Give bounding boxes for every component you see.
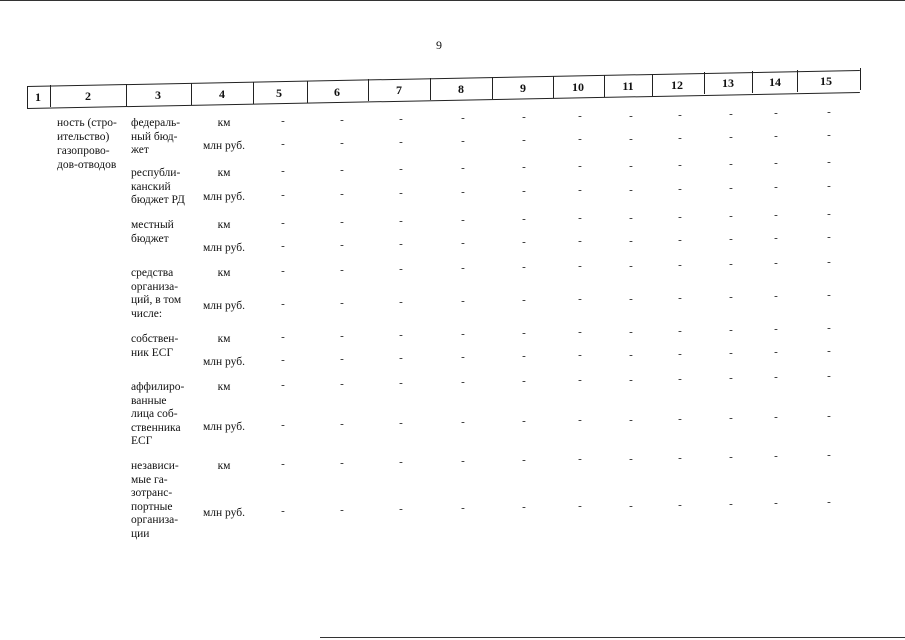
funding-source-label: собствен- bbox=[131, 333, 179, 345]
empty-value-dash: - bbox=[678, 211, 682, 223]
empty-value-dash: - bbox=[522, 111, 526, 123]
funding-source-label: средства bbox=[131, 267, 174, 279]
empty-value-dash: - bbox=[774, 411, 778, 423]
empty-value-dash: - bbox=[774, 290, 778, 302]
empty-value-dash: - bbox=[774, 157, 778, 169]
empty-value-dash: - bbox=[774, 497, 778, 509]
empty-value-dash: - bbox=[522, 161, 526, 173]
empty-value-dash: - bbox=[678, 109, 682, 121]
unit-label: км bbox=[217, 333, 231, 345]
empty-value-dash: - bbox=[522, 294, 526, 306]
empty-value-dash: - bbox=[340, 504, 344, 516]
empty-value-dash: - bbox=[629, 349, 633, 361]
empty-value-dash: - bbox=[629, 110, 633, 122]
funding-source-label: независи- bbox=[131, 460, 179, 472]
empty-value-dash: - bbox=[578, 133, 582, 145]
empty-value-dash: - bbox=[399, 163, 403, 175]
funding-source-label: местный bbox=[131, 219, 174, 231]
empty-value-dash: - bbox=[522, 134, 526, 146]
empty-value-dash: - bbox=[629, 414, 633, 426]
empty-value-dash: - bbox=[774, 232, 778, 244]
empty-value-dash: - bbox=[399, 417, 403, 429]
funding-source-label: ций, в том bbox=[131, 294, 182, 306]
empty-value-dash: - bbox=[774, 181, 778, 193]
column-header-7: 7 bbox=[396, 83, 402, 97]
empty-value-dash: - bbox=[340, 378, 344, 390]
column-header-5: 5 bbox=[276, 86, 282, 100]
empty-value-dash: - bbox=[729, 347, 733, 359]
column-header-10: 10 bbox=[572, 80, 584, 94]
empty-value-dash: - bbox=[729, 210, 733, 222]
top-edge-line bbox=[0, 0, 905, 1]
col2-text-line: дов-отводов bbox=[57, 159, 117, 171]
empty-value-dash: - bbox=[281, 189, 285, 201]
column-header-4: 4 bbox=[219, 87, 225, 101]
empty-value-dash: - bbox=[340, 353, 344, 365]
empty-value-dash: - bbox=[461, 502, 465, 514]
empty-value-dash: - bbox=[678, 452, 682, 464]
funding-source-label: федераль- bbox=[131, 117, 181, 129]
empty-value-dash: - bbox=[340, 330, 344, 342]
empty-value-dash: - bbox=[281, 354, 285, 366]
empty-value-dash: - bbox=[399, 377, 403, 389]
empty-value-dash: - bbox=[827, 289, 831, 301]
empty-value-dash: - bbox=[281, 138, 285, 150]
empty-value-dash: - bbox=[774, 450, 778, 462]
column-divider bbox=[752, 71, 753, 93]
unit-label: млн руб. bbox=[203, 242, 245, 254]
empty-value-dash: - bbox=[399, 329, 403, 341]
column-header-9: 9 bbox=[520, 81, 526, 95]
funding-source-label: мые га- bbox=[131, 473, 168, 486]
empty-value-dash: - bbox=[522, 350, 526, 362]
column-header-11: 11 bbox=[622, 79, 634, 93]
column-divider bbox=[307, 81, 308, 103]
empty-value-dash: - bbox=[281, 505, 285, 517]
empty-value-dash: - bbox=[281, 115, 285, 127]
empty-value-dash: - bbox=[399, 503, 403, 515]
unit-label: млн руб. bbox=[203, 191, 245, 203]
unit-label: км bbox=[217, 167, 231, 179]
empty-value-dash: - bbox=[340, 457, 344, 469]
column-divider bbox=[368, 79, 369, 101]
empty-value-dash: - bbox=[281, 217, 285, 229]
empty-value-dash: - bbox=[729, 131, 733, 143]
funding-source-label: портные bbox=[131, 500, 173, 513]
unit-label: млн руб. bbox=[203, 356, 245, 368]
empty-value-dash: - bbox=[827, 156, 831, 168]
unit-label: млн руб. bbox=[203, 507, 245, 519]
empty-value-dash: - bbox=[827, 231, 831, 243]
empty-value-dash: - bbox=[522, 261, 526, 273]
empty-value-dash: - bbox=[678, 413, 682, 425]
funding-source-label: зотранс- bbox=[131, 487, 173, 499]
empty-value-dash: - bbox=[729, 108, 733, 120]
empty-value-dash: - bbox=[827, 345, 831, 357]
funding-source-label: ственника bbox=[131, 421, 181, 434]
empty-value-dash: - bbox=[399, 215, 403, 227]
unit-label: км bbox=[217, 219, 231, 231]
empty-value-dash: - bbox=[522, 415, 526, 427]
funding-source-label: ции bbox=[131, 527, 150, 540]
empty-value-dash: - bbox=[399, 238, 403, 250]
empty-value-dash: - bbox=[340, 297, 344, 309]
empty-value-dash: - bbox=[461, 186, 465, 198]
empty-value-dash: - bbox=[578, 260, 582, 272]
column-header-1: 1 bbox=[35, 90, 41, 104]
empty-value-dash: - bbox=[399, 352, 403, 364]
empty-value-dash: - bbox=[678, 373, 682, 385]
funding-source-label: канский bbox=[131, 180, 171, 193]
empty-value-dash: - bbox=[774, 346, 778, 358]
funding-source-label: республи- bbox=[131, 167, 181, 179]
empty-value-dash: - bbox=[522, 454, 526, 466]
unit-label: км bbox=[217, 117, 231, 129]
column-divider bbox=[126, 84, 127, 106]
empty-value-dash: - bbox=[578, 160, 582, 172]
unit-label: км bbox=[217, 267, 231, 279]
unit-label: км bbox=[217, 460, 231, 472]
empty-value-dash: - bbox=[629, 184, 633, 196]
empty-value-dash: - bbox=[340, 188, 344, 200]
column-divider bbox=[860, 68, 861, 90]
empty-value-dash: - bbox=[578, 349, 582, 361]
empty-value-dash: - bbox=[399, 113, 403, 125]
empty-value-dash: - bbox=[578, 110, 582, 122]
empty-value-dash: - bbox=[340, 137, 344, 149]
funding-source-label: ный бюд- bbox=[131, 130, 178, 143]
empty-value-dash: - bbox=[461, 328, 465, 340]
empty-value-dash: - bbox=[461, 376, 465, 388]
unit-label: млн руб. bbox=[203, 140, 245, 152]
column-header-13: 13 bbox=[722, 76, 734, 90]
empty-value-dash: - bbox=[399, 296, 403, 308]
funding-source-label: жет bbox=[131, 144, 149, 156]
empty-value-dash: - bbox=[629, 260, 633, 272]
empty-value-dash: - bbox=[678, 499, 682, 511]
empty-value-dash: - bbox=[340, 264, 344, 276]
empty-value-dash: - bbox=[774, 257, 778, 269]
empty-value-dash: - bbox=[399, 263, 403, 275]
funding-source-label: бюджет bbox=[131, 232, 169, 245]
empty-value-dash: - bbox=[461, 262, 465, 274]
empty-value-dash: - bbox=[629, 160, 633, 172]
empty-value-dash: - bbox=[281, 379, 285, 391]
empty-value-dash: - bbox=[678, 159, 682, 171]
empty-value-dash: - bbox=[522, 327, 526, 339]
col2-text-line: газопрово- bbox=[57, 145, 110, 157]
column-divider bbox=[253, 82, 254, 104]
empty-value-dash: - bbox=[522, 213, 526, 225]
empty-value-dash: - bbox=[827, 208, 831, 220]
funding-source-label: лица соб- bbox=[131, 408, 178, 420]
empty-value-dash: - bbox=[678, 259, 682, 271]
unit-label: млн руб. bbox=[203, 300, 245, 312]
empty-value-dash: - bbox=[774, 130, 778, 142]
empty-value-dash: - bbox=[461, 351, 465, 363]
empty-value-dash: - bbox=[578, 453, 582, 465]
empty-value-dash: - bbox=[678, 234, 682, 246]
empty-value-dash: - bbox=[827, 180, 831, 192]
empty-value-dash: - bbox=[522, 185, 526, 197]
empty-value-dash: - bbox=[629, 374, 633, 386]
empty-value-dash: - bbox=[281, 265, 285, 277]
empty-value-dash: - bbox=[578, 184, 582, 196]
funding-source-label: ванные bbox=[131, 394, 167, 407]
column-divider bbox=[797, 70, 798, 92]
empty-value-dash: - bbox=[461, 455, 465, 467]
unit-label: млн руб. bbox=[203, 421, 245, 433]
empty-value-dash: - bbox=[399, 187, 403, 199]
empty-value-dash: - bbox=[629, 212, 633, 224]
empty-value-dash: - bbox=[281, 240, 285, 252]
funding-source-label: организа- bbox=[131, 514, 179, 526]
empty-value-dash: - bbox=[340, 239, 344, 251]
empty-value-dash: - bbox=[729, 372, 733, 384]
empty-value-dash: - bbox=[629, 453, 633, 465]
empty-value-dash: - bbox=[729, 324, 733, 336]
empty-value-dash: - bbox=[522, 375, 526, 387]
column-header-8: 8 bbox=[458, 82, 464, 96]
column-divider bbox=[652, 74, 653, 96]
empty-value-dash: - bbox=[522, 501, 526, 513]
empty-value-dash: - bbox=[774, 371, 778, 383]
empty-value-dash: - bbox=[678, 348, 682, 360]
column-header-2: 2 bbox=[85, 89, 91, 103]
empty-value-dash: - bbox=[774, 323, 778, 335]
empty-value-dash: - bbox=[774, 107, 778, 119]
empty-value-dash: - bbox=[578, 235, 582, 247]
empty-value-dash: - bbox=[827, 449, 831, 461]
column-divider bbox=[430, 78, 431, 100]
empty-value-dash: - bbox=[827, 256, 831, 268]
empty-value-dash: - bbox=[399, 456, 403, 468]
empty-value-dash: - bbox=[629, 500, 633, 512]
empty-value-dash: - bbox=[578, 212, 582, 224]
empty-value-dash: - bbox=[340, 418, 344, 430]
col2-text-line: ительство) bbox=[57, 131, 110, 143]
empty-value-dash: - bbox=[461, 237, 465, 249]
column-header-15: 15 bbox=[820, 74, 832, 88]
column-header-6: 6 bbox=[334, 85, 340, 99]
empty-value-dash: - bbox=[729, 233, 733, 245]
empty-value-dash: - bbox=[461, 214, 465, 226]
unit-label: км bbox=[217, 381, 231, 393]
empty-value-dash: - bbox=[827, 106, 831, 118]
column-divider bbox=[604, 75, 605, 97]
column-header-12: 12 bbox=[671, 78, 683, 92]
empty-value-dash: - bbox=[281, 331, 285, 343]
column-header-14: 14 bbox=[769, 75, 781, 89]
empty-value-dash: - bbox=[340, 216, 344, 228]
funding-source-label: бюджет РД bbox=[131, 194, 185, 206]
bottom-edge-line bbox=[320, 637, 905, 638]
empty-value-dash: - bbox=[578, 293, 582, 305]
empty-value-dash: - bbox=[729, 258, 733, 270]
funding-source-label: организа- bbox=[131, 280, 179, 293]
funding-source-label: аффилиро- bbox=[131, 381, 185, 393]
funding-source-label: ник ЕСГ bbox=[131, 346, 174, 359]
funding-source-label: ЕСГ bbox=[131, 435, 153, 447]
empty-value-dash: - bbox=[729, 498, 733, 510]
empty-value-dash: - bbox=[774, 209, 778, 221]
empty-value-dash: - bbox=[461, 162, 465, 174]
empty-value-dash: - bbox=[578, 414, 582, 426]
empty-value-dash: - bbox=[827, 370, 831, 382]
funding-source-label: числе: bbox=[131, 307, 163, 320]
empty-value-dash: - bbox=[522, 236, 526, 248]
empty-value-dash: - bbox=[729, 182, 733, 194]
empty-value-dash: - bbox=[629, 293, 633, 305]
empty-value-dash: - bbox=[281, 458, 285, 470]
column-divider bbox=[492, 77, 493, 99]
column-divider bbox=[191, 83, 192, 105]
empty-value-dash: - bbox=[729, 291, 733, 303]
empty-value-dash: - bbox=[461, 295, 465, 307]
empty-value-dash: - bbox=[281, 165, 285, 177]
empty-value-dash: - bbox=[729, 412, 733, 424]
empty-value-dash: - bbox=[461, 135, 465, 147]
empty-value-dash: - bbox=[461, 112, 465, 124]
empty-value-dash: - bbox=[678, 132, 682, 144]
empty-value-dash: - bbox=[827, 410, 831, 422]
page-number: 9 bbox=[436, 38, 442, 52]
column-divider bbox=[553, 76, 554, 98]
empty-value-dash: - bbox=[729, 451, 733, 463]
column-header-3: 3 bbox=[155, 88, 161, 102]
empty-value-dash: - bbox=[827, 322, 831, 334]
empty-value-dash: - bbox=[340, 114, 344, 126]
empty-value-dash: - bbox=[629, 133, 633, 145]
empty-value-dash: - bbox=[629, 326, 633, 338]
empty-value-dash: - bbox=[678, 292, 682, 304]
column-divider bbox=[704, 72, 705, 94]
empty-value-dash: - bbox=[827, 129, 831, 141]
col2-text-line: ность (стро- bbox=[57, 117, 117, 129]
empty-value-dash: - bbox=[629, 235, 633, 247]
empty-value-dash: - bbox=[827, 496, 831, 508]
empty-value-dash: - bbox=[578, 374, 582, 386]
empty-value-dash: - bbox=[578, 500, 582, 512]
empty-value-dash: - bbox=[578, 326, 582, 338]
empty-value-dash: - bbox=[281, 419, 285, 431]
empty-value-dash: - bbox=[461, 416, 465, 428]
empty-value-dash: - bbox=[281, 298, 285, 310]
empty-value-dash: - bbox=[399, 136, 403, 148]
empty-value-dash: - bbox=[678, 183, 682, 195]
empty-value-dash: - bbox=[729, 158, 733, 170]
empty-value-dash: - bbox=[340, 164, 344, 176]
empty-value-dash: - bbox=[678, 325, 682, 337]
